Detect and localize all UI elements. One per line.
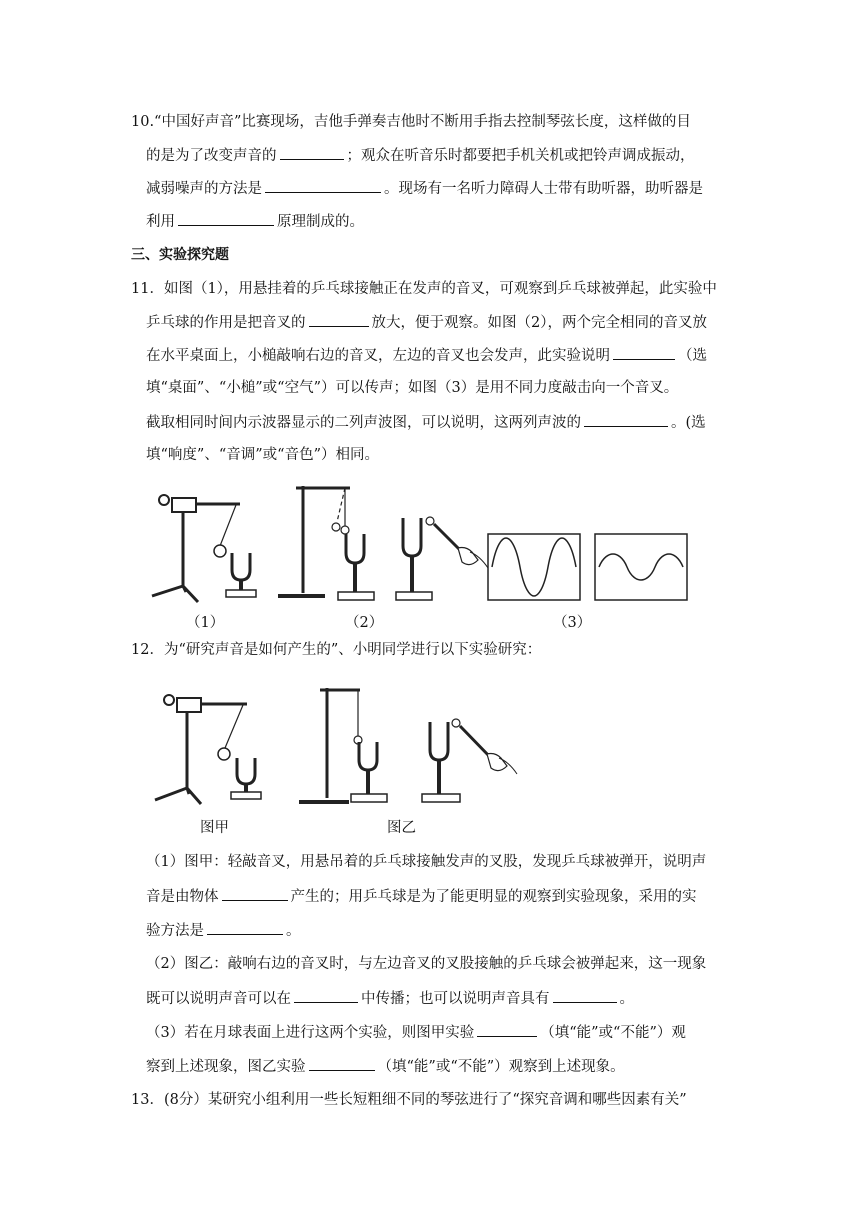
tuning-fork-icon <box>231 758 261 799</box>
q12-figure <box>145 680 525 810</box>
figure-caption: 图甲 <box>200 820 229 836</box>
q12-p1-line-1: （1）图甲：轻敲音叉，用悬吊着的乒乓球接触发声的叉股，发现乒乓球被弹开，说明声 <box>146 854 707 870</box>
oscilloscope-screen-1 <box>488 534 580 600</box>
mallet-hand-icon <box>452 719 517 774</box>
figure-caption: （3） <box>553 615 592 631</box>
q11-figure <box>140 478 700 610</box>
q12-line-1: 12．为“研究声音是如何产生的”、小明同学进行以下实验研究： <box>131 642 542 658</box>
answer-blank[interactable] <box>553 988 617 1003</box>
q13-line-1: 13．(8分）某研究小组利用一些长短粗细不同的琴弦进行了“探究音调和哪些因素有关” <box>131 1092 687 1108</box>
answer-blank[interactable] <box>309 1056 375 1071</box>
q12-p1-line-3: 验方法是 。 <box>146 920 301 941</box>
answer-blank[interactable] <box>294 988 358 1003</box>
q12-p2-line-2: 既可以说明声音可以在 中传播；也可以说明声音具有 。 <box>146 988 634 1009</box>
q10-line-4: 利用 原理制成的。 <box>146 211 364 232</box>
answer-blank[interactable] <box>222 886 288 901</box>
answer-blank[interactable] <box>584 412 668 427</box>
q10-line-3: 减弱噪声的方法是 。现场有一名听力障碍人士带有助听器，助听器是 <box>146 178 703 199</box>
q11-line-4: 填“桌面”、“小槌”或“空气”）可以传声；如图（3）是用不同力度敲击向一个音叉。 <box>146 380 679 396</box>
q11-line-5: 截取相同时间内示波器显示的二列声波图，可以说明，这两列声波的 。(选 <box>146 412 706 433</box>
oscilloscope-screen-2 <box>595 534 687 600</box>
q11-line-3: 在水平桌面上，小槌敲响右边的音叉，左边的音叉也会发声，此实验说明 （选 <box>146 345 707 366</box>
q12-p3-line-1: （3）若在月球表面上进行这两个实验，则图甲实验 （填“能”或“不能”）观 <box>146 1022 686 1043</box>
tuning-fork-icon <box>338 534 374 600</box>
q11-line-6: 填“响度”、“音调”或“音色”）相同。 <box>146 447 379 463</box>
answer-blank[interactable] <box>477 1022 537 1037</box>
q12-p2-line-1: （2）图乙：敲响右边的音叉时，与左边音叉的叉股接触的乒乓球会被弹起来，这一现象 <box>146 956 707 972</box>
stand-icon <box>155 695 247 804</box>
section-heading: 三、实验探究题 <box>131 247 229 263</box>
stand-icon <box>278 486 350 596</box>
q10-line-2: 的是为了改变声音的 ；观众在听音乐时都要把手机关机或把铃声调成振动， <box>146 145 695 166</box>
figure-caption: 图乙 <box>387 820 416 836</box>
tuning-fork-icon <box>396 518 432 600</box>
answer-blank[interactable] <box>280 145 344 160</box>
answer-blank[interactable] <box>207 920 283 935</box>
q12-p3-line-2: 察到上述现象，图乙实验 （填“能”或“不能”）观察到上述现象。 <box>146 1056 625 1077</box>
q12-p1-line-2: 音是由物体 产生的；用乒乓球是为了能更明显的观察到实验现象，采用的实 <box>146 886 697 907</box>
q11-line-1: 11．如图（1），用悬挂着的乒乓球接触正在发声的音叉，可观察到乒乓球被弹起，此实验中 <box>131 281 717 297</box>
figure-caption: （2） <box>345 615 384 631</box>
stand-icon <box>299 688 362 802</box>
tuning-fork-icon <box>226 553 256 597</box>
answer-blank[interactable] <box>613 345 675 360</box>
tuning-fork-icon <box>422 722 460 802</box>
tuning-fork-icon <box>351 742 387 802</box>
figure-caption: （1） <box>186 615 225 631</box>
answer-blank[interactable] <box>265 178 381 193</box>
stand-icon <box>152 495 240 602</box>
q10-line-1: 10.“中国好声音”比赛现场，吉他手弹奏吉他时不断用手指去控制琴弦长度，这样做的目 <box>131 114 691 130</box>
mallet-hand-icon <box>426 517 488 568</box>
answer-blank[interactable] <box>309 312 369 327</box>
answer-blank[interactable] <box>178 211 274 226</box>
q11-line-2: 乒乓球的作用是把音叉的 放大，便于观察。如图（2），两个完全相同的音叉放 <box>146 312 707 333</box>
